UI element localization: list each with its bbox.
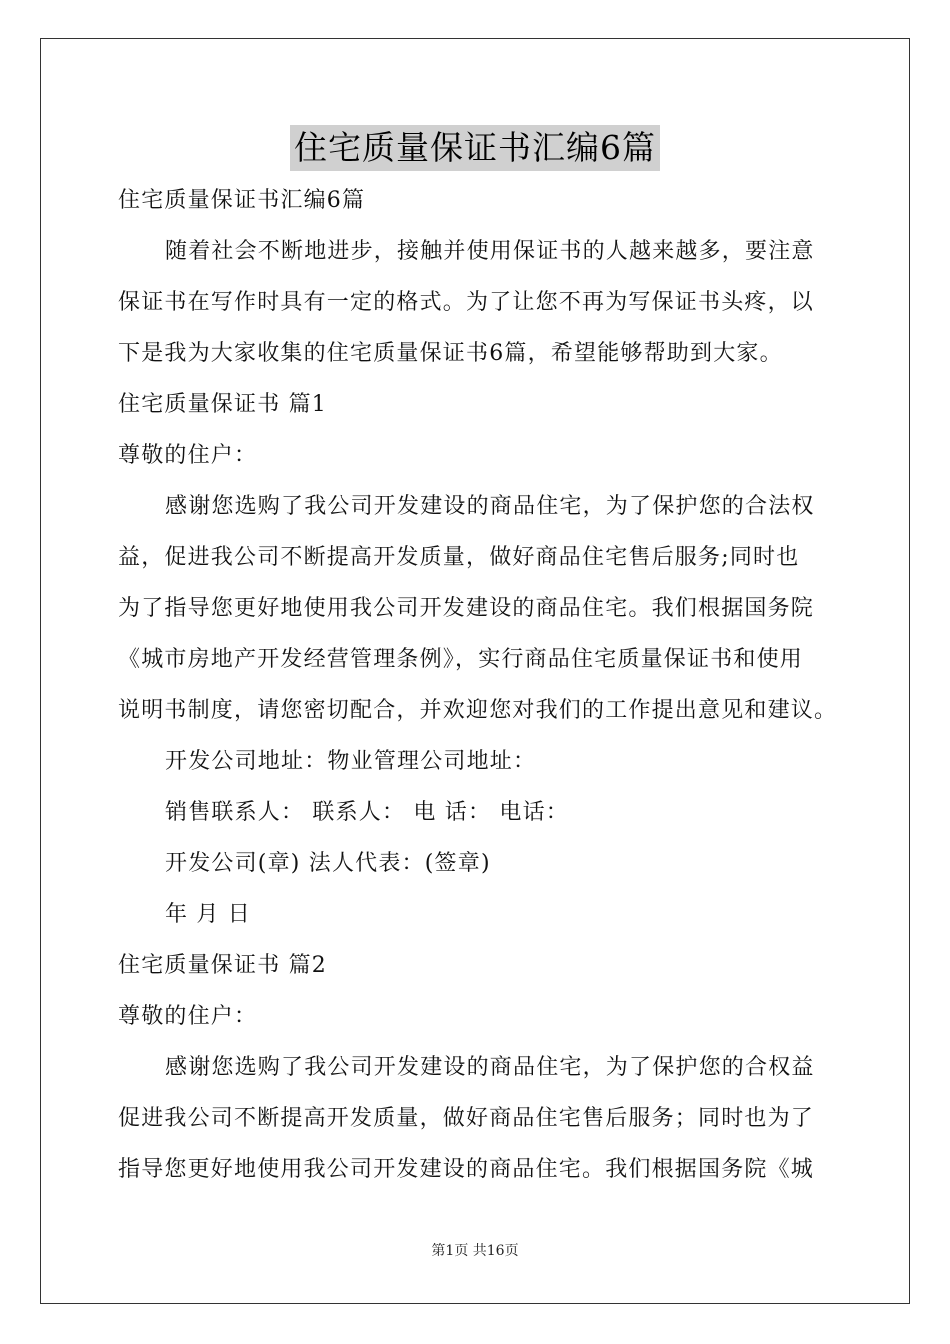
document-title: 住宅质量保证书汇编6篇 <box>290 125 660 171</box>
text-line: 住宅质量保证书汇编6篇 <box>118 188 366 213</box>
text-line: 益，促进我公司不断提高开发质量，做好商品住宅售后服务;同时也 <box>118 545 800 570</box>
text-line: 尊敬的住户： <box>118 443 258 468</box>
text-line: 销售联系人： 联系人： 电 话： 电话： <box>165 800 569 825</box>
text-line: 保证书在写作时具有一定的格式。为了让您不再为写保证书头疼，以 <box>118 290 815 315</box>
text-line: 为了指导您更好地使用我公司开发建设的商品住宅。我们根据国务院 <box>118 596 815 621</box>
text-line: 感谢您选购了我公司开发建设的商品住宅，为了保护您的合权益 <box>165 1055 815 1080</box>
text-line: 开发公司(章) 法人代表：(签章) <box>165 851 491 876</box>
text-line: 住宅质量保证书 篇1 <box>118 392 327 417</box>
page-footer: 第1页 共16页 <box>431 1243 519 1259</box>
text-line: 促进我公司不断提高开发质量，做好商品住宅售后服务；同时也为了 <box>118 1106 815 1131</box>
text-line: 开发公司地址：物业管理公司地址： <box>165 749 537 774</box>
text-line: 年 月 日 <box>165 902 251 927</box>
text-line: 下是我为大家收集的住宅质量保证书6篇，希望能够帮助到大家。 <box>118 341 783 366</box>
text-line: 感谢您选购了我公司开发建设的商品住宅，为了保护您的合法权 <box>165 494 815 519</box>
title-container <box>0 125 950 171</box>
text-line: 尊敬的住户： <box>118 1004 258 1029</box>
text-line: 住宅质量保证书 篇2 <box>118 953 327 978</box>
document-body <box>118 175 838 1195</box>
text-line: 随着社会不断地进步，接触并使用保证书的人越来越多，要注意 <box>165 239 815 264</box>
text-line: 《城市房地产开发经营管理条例》，实行商品住宅质量保证书和使用 <box>118 647 804 672</box>
text-line: 指导您更好地使用我公司开发建设的商品住宅。我们根据国务院《城 <box>118 1157 815 1182</box>
text-line: 说明书制度，请您密切配合，并欢迎您对我们的工作提出意见和建议。 <box>118 698 838 723</box>
